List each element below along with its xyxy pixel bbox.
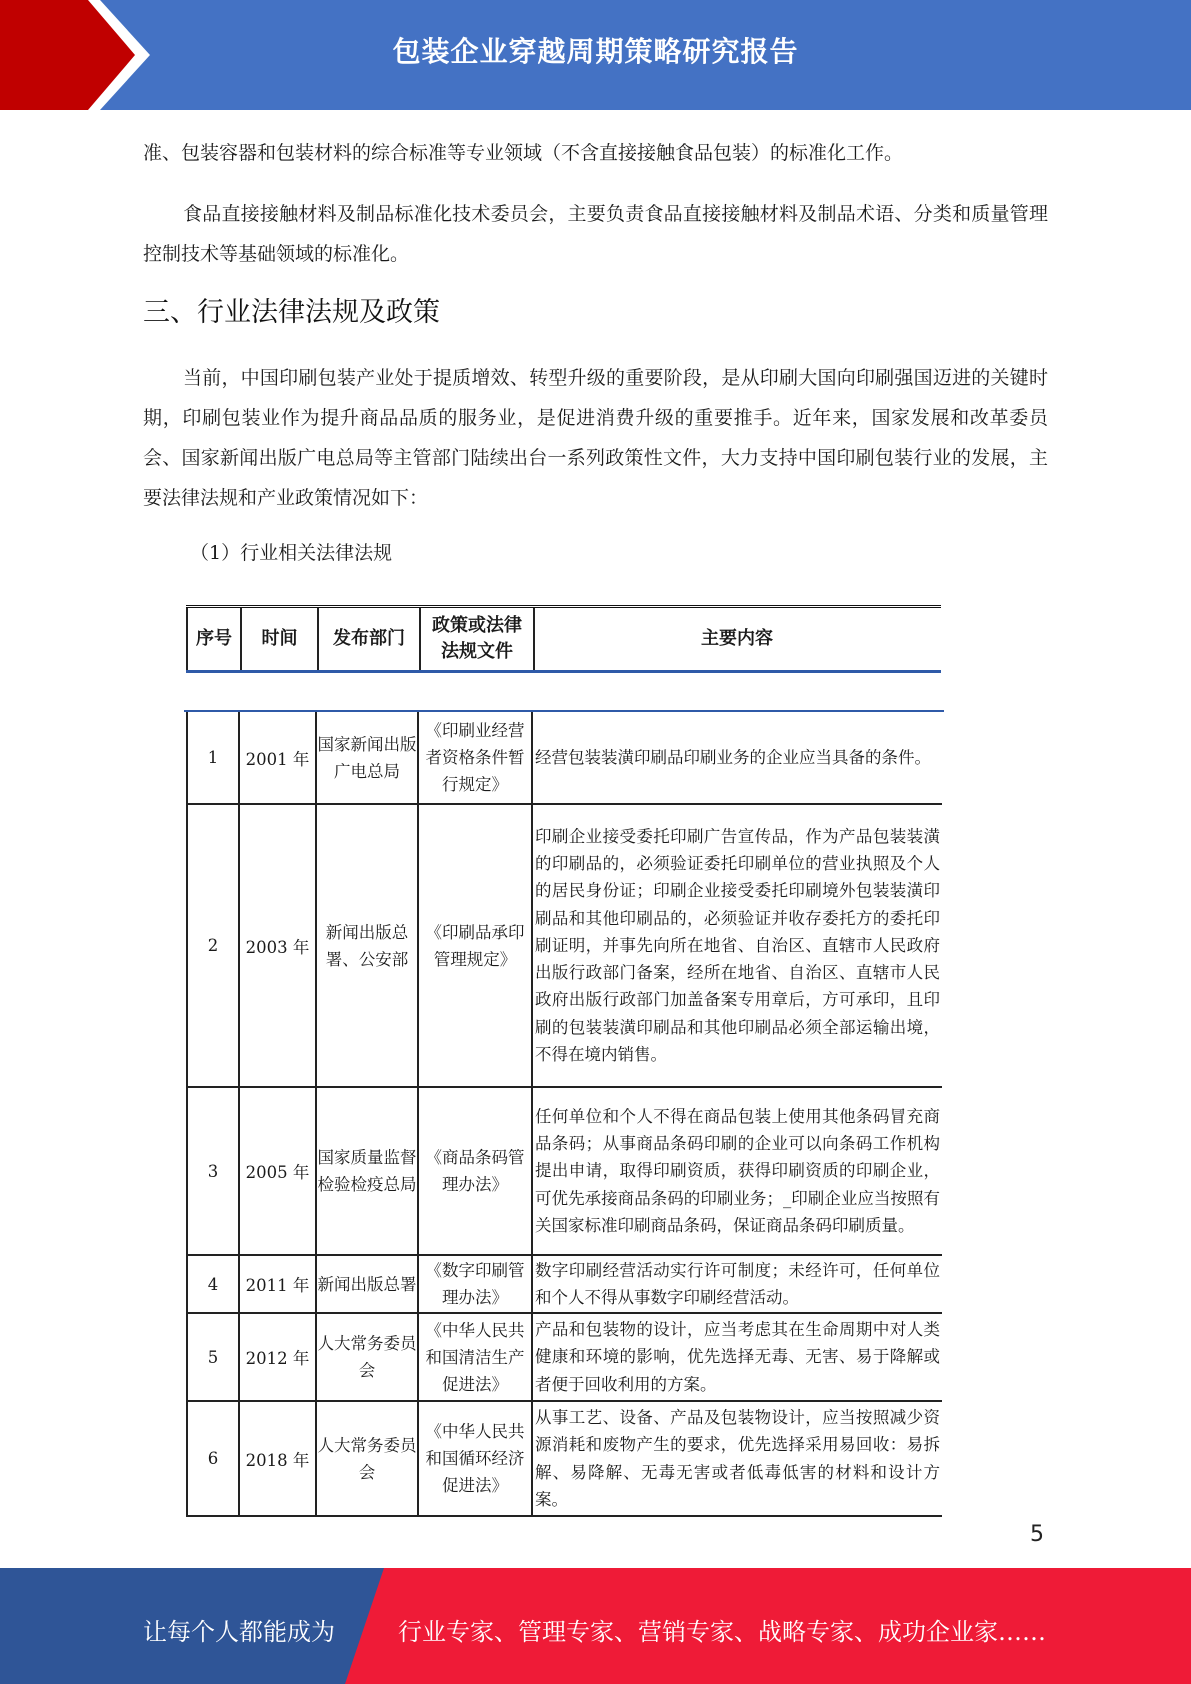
cell-doc: 《商品条码管理办法》 — [418, 1087, 532, 1255]
paragraph-food-contact: 食品直接接触材料及制品标准化技术委员会，主要负责食品直接接触材料及制品术语、分类和质量管理控制技术等基础领域的标准化。 — [143, 203, 1048, 265]
cell-year: 2005 年 — [239, 1087, 316, 1255]
cell-num: 2 — [187, 804, 239, 1087]
cell-num: 1 — [187, 712, 239, 804]
paragraph-continued: 准、包装容器和包装材料的综合标准等专业领域（不含直接接触食品包装）的标准化工作。 — [143, 142, 904, 164]
cell-year: 2001 年 — [239, 712, 316, 804]
cell-content: 任何单位和个人不得在商品包装上使用其他条码冒充商品条码；从事商品条码印刷的企业可以向条码工作机构提出申请，取得印刷资质，获得印刷资质的印刷企业，可优先承接商品条码的印刷业务；_印刷企业应当按照有关国家标准印刷商品条码，保证商品条码印刷质量。 — [532, 1087, 942, 1255]
table-row — [187, 1401, 942, 1516]
cell-content: 经营包装装潢印刷品印刷业务的企业应当具备的条件。 — [532, 712, 942, 804]
table-row — [187, 1255, 942, 1313]
cell-dept: 新闻出版总署、公安部 — [316, 804, 418, 1087]
cell-doc: 《印刷业经营者资格条件暂行规定》 — [418, 712, 532, 804]
cell-num: 5 — [187, 1313, 239, 1401]
cell-year: 2018 年 — [239, 1401, 316, 1516]
table-row — [187, 804, 942, 1087]
header-cell-dept: 发布部门 — [317, 608, 419, 670]
cell-doc: 《中华人民共和国清洁生产促进法》 — [418, 1313, 532, 1401]
cell-doc: 《中华人民共和国循环经济促进法》 — [418, 1401, 532, 1516]
table-subtitle: （1）行业相关法律法规 — [190, 542, 393, 564]
cell-content: 产品和包装物的设计，应当考虑其在生命周期中对人类健康和环境的影响，优先选择无毒、无害、易于降解或者便于回收利用的方案。 — [532, 1313, 942, 1401]
laws-table — [186, 712, 942, 1517]
report-title: 包装企业穿越周期策略研究报告 — [392, 35, 799, 68]
cell-dept: 新闻出版总署 — [316, 1255, 418, 1313]
section-heading: 三、行业法律法规及政策 — [143, 297, 440, 328]
cell-num: 3 — [187, 1087, 239, 1255]
page-header — [0, 0, 1191, 110]
cell-year: 2012 年 — [239, 1313, 316, 1401]
cell-doc: 《数字印刷管理办法》 — [418, 1255, 532, 1313]
table-row — [187, 1313, 942, 1401]
cell-content: 从事工艺、设备、产品及包装物设计，应当按照减少资源消耗和废物产生的要求，优先选择采用易回收：易拆解、易降解、无毒无害或者低毒低害的材料和设计方案。 — [532, 1401, 942, 1516]
header-cell-doc: 政策或法律法规文件 — [419, 608, 533, 670]
cell-dept: 国家质量监督检验检疫总局 — [316, 1087, 418, 1255]
cell-content: 印刷企业接受委托印刷广告宣传品，作为产品包装装潢的印刷品的，必须验证委托印刷单位的营业执照及个人的居民身份证；印刷企业接受委托印刷境外包装装潢印刷品和其他印刷品的，必须验证并收存委托方的委托印刷证明，并事先向所在地省、自治区、直辖市人民政府出版行政部门备案，经所在地省、自治区、直辖市人民政府出版行政部门加盖备案专用章后，方可承印，且印刷的包装装潢印刷品和其他印刷品必须全部运输出境，不得在境内销售。 — [532, 804, 942, 1087]
header-cell-content: 主要内容 — [533, 608, 939, 670]
footer-slogan-right: 行业专家、管理专家、营销专家、战略专家、成功企业家…… — [398, 1618, 1046, 1646]
header-cell-num: 序号 — [196, 628, 232, 649]
paragraph-policy-intro: 当前，中国印刷包装产业处于提质增效、转型升级的重要阶段，是从印刷大国向印刷强国迈进的关键时期，印刷包装业作为提升商品品质的服务业，是促进消费升级的重要推手。近年来，国家发展和改革委员会、国家新闻出版广电总局等主管部门陆续出台一系列政策性文件，大力支持中国印刷包装行业的发展，主要法律法规和产业政策情况如下： — [143, 367, 1048, 509]
cell-dept: 人大常务委员会 — [316, 1313, 418, 1401]
table-row — [187, 1087, 942, 1255]
cell-dept: 国家新闻出版广电总局 — [316, 712, 418, 804]
page-number: 5 — [1030, 1522, 1044, 1547]
cell-num: 4 — [187, 1255, 239, 1313]
table-header — [186, 605, 941, 673]
cell-dept: 人大常务委员会 — [316, 1401, 418, 1516]
cell-num: 6 — [187, 1401, 239, 1516]
cell-doc: 《印刷品承印管理规定》 — [418, 804, 532, 1087]
cell-year: 2003 年 — [239, 804, 316, 1087]
cell-year: 2011 年 — [239, 1255, 316, 1313]
footer-slogan-left: 让每个人都能成为 — [143, 1618, 335, 1646]
table-row — [187, 712, 942, 804]
header-cell-year: 时间 — [240, 608, 317, 670]
cell-content: 数字印刷经营活动实行许可制度；未经许可，任何单位和个人不得从事数字印刷经营活动。 — [532, 1255, 942, 1313]
